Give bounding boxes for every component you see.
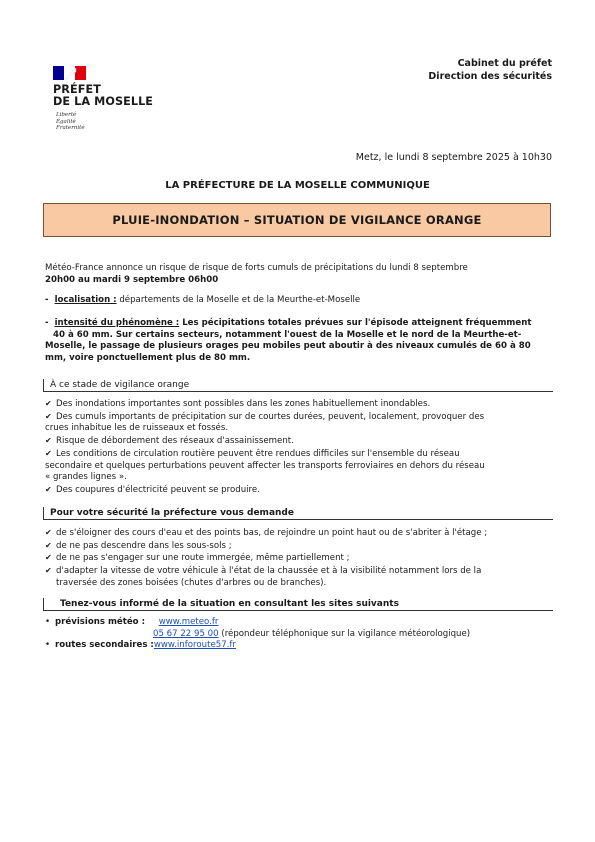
list-item: Des cumuls importants de précipitation sur de courtes durées, peuvent, localement, provoquer des <box>56 411 485 422</box>
list-item-continuation: secondaire et quelques perturbations peuvent affecter les transports ferroviaires en dehors du réseau <box>45 460 485 471</box>
motto-line-2: Égalité <box>56 118 76 125</box>
localisation-label: localisation : <box>54 295 117 305</box>
intensity-item: - intensité du phénomène : Les pécipitations totales prévues sur l'épisode atteignent fréquemment 40 à 60 mm. Sur certains secteurs, notamment l'ouest de la Moselle et le nord de la Meurthe-et- Moselle, le passage de plusieurs orages peu mobiles peut aboutir à des niveaux cumulés de 60 à 80 mm, voire ponctuellement plus de 80 mm. <box>45 318 532 364</box>
meteo-link[interactable]: www.meteo.fr <box>158 617 219 627</box>
intensity-line-3: Moselle, le passage de plusieurs orages peu mobiles peut aboutir à des niveaux cumulés de 60 à 80 <box>45 341 531 352</box>
logo-line-2: DE LA MOSELLE <box>53 95 154 108</box>
list-item: Risque de débordement des réseaux d'assainissement. <box>56 436 294 447</box>
check-icon: ✔ <box>45 484 52 494</box>
logo-line-1: PRÉFET <box>53 83 101 96</box>
check-icon: ✔ <box>45 411 52 421</box>
section-safety-title: Pour votre sécurité la préfecture vous demande <box>43 507 553 520</box>
routes-link[interactable]: www.inforoute57.fr <box>153 640 236 651</box>
check-icon: ✔ <box>45 436 52 446</box>
section-vigilance-list <box>45 398 551 497</box>
intensity-line-1: Les pécipitations totales prévues sur l'épisode atteignent fréquemment <box>179 318 532 328</box>
bullet-icon: • <box>45 617 51 627</box>
list-item: d'adapter la vitesse de votre véhicule à l'état de la chaussée et à la visibilité notamment lors de la <box>56 566 482 577</box>
motto-line-3: Fraternité <box>56 125 85 131</box>
list-item: de ne pas s'engager sur une route immergée, même partiellement ; <box>56 553 350 564</box>
office-line-2: Direction des sécurités <box>428 71 552 82</box>
section-info-title: Tenez-vous informé de la situation en consultant les sites suivants <box>43 598 553 611</box>
motto-line-1: Liberté <box>56 112 77 118</box>
intro-text <box>45 263 550 286</box>
bullet-icon: • <box>45 640 51 651</box>
office-line-1: Cabinet du préfet <box>457 58 552 69</box>
list-item: de ne pas descendre dans les sous-sols ; <box>56 540 232 551</box>
intensity-line-4: mm, voire ponctuellement plus de 80 mm. <box>45 353 251 364</box>
section-info-list <box>45 617 551 652</box>
check-icon: ✔ <box>45 528 52 537</box>
intensity-label: intensité du phénomène : <box>54 318 180 328</box>
meteo-label: prévisions météo : <box>55 617 146 627</box>
list-item-continuation: « grandes lignes ». <box>45 472 127 483</box>
phone-note: (répondeur téléphonique sur la vigilance météorologique) <box>218 628 471 639</box>
list-item: Des inondations importantes sont possibles dans les zones habituellement inondables. <box>56 399 431 409</box>
check-icon: ✔ <box>45 553 52 563</box>
phone-number: 05 67 22 95 00 <box>153 628 219 639</box>
alert-title: PLUIE-INONDATION – SITUATION DE VIGILANCE ORANGE <box>112 213 482 227</box>
list-item: de s'éloigner des cours d'eau et des points bas, de rejoindre un point haut ou de s'abriter à l'étage ; <box>56 528 488 538</box>
routes-label: routes secondaires : <box>55 640 154 651</box>
intensity-line-2: 40 à 60 mm. Sur certains secteurs, notamment l'ouest de la Moselle et le nord de la Meurthe-et- <box>53 329 522 340</box>
communique-heading: LA PRÉFECTURE DE LA MOSELLE COMMUNIQUE <box>165 180 430 191</box>
date-line: Metz, le lundi 8 septembre 2025 à 10h30 <box>355 152 552 163</box>
intro-line-2: 20h00 au mardi 9 septembre 06h00 <box>45 274 219 285</box>
check-icon: ✔ <box>45 448 52 458</box>
intro-line-1: Météo-France annonce un risque de risque de forts cumuls de précipitations du lundi 8 septembre <box>45 263 468 273</box>
list-item: Des coupures d'électricité peuvent se produire. <box>56 484 260 495</box>
list-item-continuation: crues inhabitue les de ruisseaux et fossés. <box>45 423 229 434</box>
alert-title-box <box>43 203 551 237</box>
check-icon: ✔ <box>45 399 52 408</box>
list-item: Les conditions de circulation routière peuvent être rendues difficiles sur l'ensemble du réseau <box>56 448 460 459</box>
republic-flag-icon <box>53 66 86 80</box>
check-icon: ✔ <box>45 540 52 550</box>
localisation-item: - localisation : départements de la Moselle et de la Meurthe-et-Moselle <box>45 295 361 305</box>
localisation-text: départements de la Moselle et de la Meurthe-et-Moselle <box>116 295 361 305</box>
check-icon: ✔ <box>45 566 52 576</box>
section-vigilance-title: À ce stade de vigilance orange <box>43 379 553 392</box>
section-safety-list <box>45 527 551 590</box>
list-item-continuation: traversée des zones boisées (chutes d'arbres ou de branches). <box>56 577 327 588</box>
